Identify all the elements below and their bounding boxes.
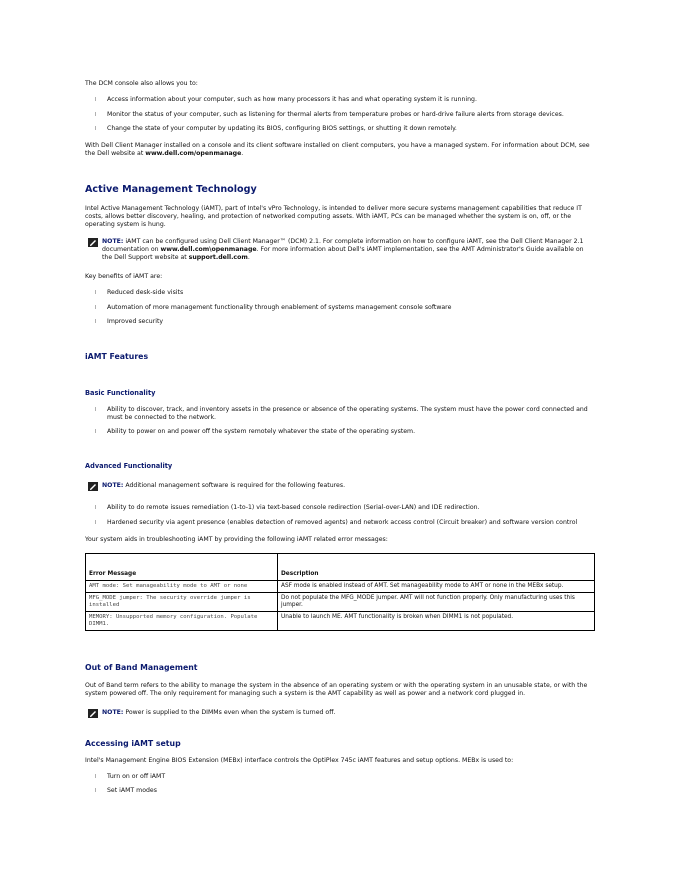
note-pencil-icon — [88, 482, 98, 491]
managed-system-paragraph: With Dell Client Manager installed on a console and its client software installed on client computers, you have a managed system. For information about DCM, see the Dell website at www.dell.com/openmanage. — [85, 142, 590, 157]
amt-note: NOTE: iAMT can be configured using Dell Client Manager™ (DCM) 2.1. For complete information on how to configure iAMT, see the Dell Client Manager 2.1 documentation on www.dell.com\openmanage. For more information about Dell's iAMT implementation, see the AMT Administrator's Guide available on the Dell Support website at support.dell.com. — [88, 238, 595, 262]
table-row — [86, 593, 595, 612]
out-of-band-heading: Out of Band Management — [85, 663, 198, 672]
bullet-icon: l — [95, 407, 97, 413]
intro-text: The DCM console also allows you to: — [85, 80, 198, 87]
bullet-icon: l — [95, 112, 97, 118]
bullet-icon: l — [95, 319, 97, 325]
dell-openmanage-link[interactable]: www.dell.com/openmanage — [145, 150, 242, 157]
description-cell: Unable to launch ME. AMT functionality is broken when DIMM1 is not populated. — [278, 612, 595, 631]
list-item: l Automation of more management functionality through enablement of systems management console software — [95, 304, 452, 311]
list-item: l Improved security — [95, 318, 164, 325]
column-header-error-message: Error Message — [86, 554, 278, 581]
table-row — [86, 612, 595, 631]
note-pencil-icon — [88, 709, 98, 718]
list-item: l Reduced desk-side visits — [95, 289, 184, 296]
list-item: l Ability to power on and power off the system remotely whatever the state of the operating system. — [95, 428, 416, 435]
support-dell-link[interactable]: support.dell.com — [188, 254, 248, 261]
mebx-paragraph: Intel's Management Engine BIOS Extension (MEBx) interface controls the OptiPlex 745c iAMT features and setup options. MEBx is used to: — [85, 757, 514, 764]
list-item: l Change the state of your computer by updating its BIOS, configuring BIOS settings, or shutting it down remotely. — [95, 125, 457, 132]
bullet-icon: l — [95, 305, 97, 311]
advanced-functionality-heading: Advanced Functionality — [85, 462, 173, 470]
advanced-note: NOTE: Additional management software is required for the following features. — [88, 482, 595, 490]
bullet-icon: l — [95, 97, 97, 103]
bullet-icon: l — [95, 520, 97, 526]
bullet-icon: l — [95, 505, 97, 511]
amt-heading: Active Management Technology — [85, 184, 257, 195]
column-header-description: Description — [278, 554, 595, 581]
table-row — [86, 581, 595, 593]
amt-paragraph: Intel Active Management Technology (iAMT), part of Intel's vPro Technology, is intended to deliver more secure systems management capabilities that reduce IT costs, allows better discovery, healing, and protection of networked computing assets. With iAMT, PCs can be managed whether the system is on, off, or the operating system is hung. — [85, 205, 582, 228]
bullet-icon: l — [95, 429, 97, 435]
table-header-row — [86, 554, 595, 581]
list-item: l Ability to discover, track, and inventory assets in the presence or absence of the operating systems. The system must have the power cord connected and must be connected to the network. — [95, 406, 588, 421]
description-cell: Do not populate the MFG_MODE jumper. AMT will not function properly. Only manufacturing uses this jumper. — [278, 593, 595, 612]
error-messages-intro: Your system aids in troubleshooting iAMT by providing the following iAMT related error messages: — [85, 536, 388, 543]
error-message-table — [85, 553, 595, 631]
error-message-cell: MFG_MODE jumper: The security override jumper is installed — [86, 593, 278, 612]
power-note: NOTE: Power is supplied to the DIMMs even when the system is turned off. — [88, 709, 595, 717]
note-pencil-icon — [88, 238, 98, 247]
description-cell: ASF mode is enabled instead of AMT. Set manageability mode to AMT or none in the MEBx setup. — [278, 581, 595, 593]
bullet-icon: l — [95, 774, 97, 780]
bullet-icon: l — [95, 788, 97, 794]
list-item: l Turn on or off iAMT — [95, 773, 166, 780]
bullet-icon: l — [95, 290, 97, 296]
iamt-features-heading: iAMT Features — [85, 352, 149, 361]
list-item: l Set iAMT modes — [95, 787, 157, 794]
list-item: l Access information about your computer, such as how many processors it has and what operating system it is running. — [95, 96, 477, 103]
benefits-intro: Key benefits of iAMT are: — [85, 273, 163, 280]
basic-functionality-heading: Basic Functionality — [85, 389, 156, 397]
list-item: l Monitor the status of your computer, such as listening for thermal alerts from temperature probes or hard-drive failure alerts from storage devices. — [95, 111, 564, 118]
list-item: l Hardened security via agent presence (enables detection of removed agents) and network access control (Circuit breaker) and software version control — [95, 519, 578, 526]
error-message-cell: AMT mode: Set manageability mode to AMT or none — [86, 581, 278, 593]
error-message-cell: MEMORY: Unsupported memory configuration. Populate DIMM1. — [86, 612, 278, 631]
dell-openmanage-link[interactable]: www.dell.com\openmanage — [160, 246, 257, 253]
bullet-icon: l — [95, 126, 97, 132]
list-item: l Ability to do remote issues remediation (1-to-1) via text-based console redirection (Serial-over-LAN) and IDE redirection. — [95, 504, 480, 511]
out-of-band-paragraph: Out of Band term refers to the ability to manage the system in the absence of an operating system or with the operating system in an unusable state, or with the system powered off. The only requirement for managing such a system is the AMT capability as well as power and a network cord plugged in. — [85, 682, 588, 697]
accessing-iamt-setup-heading: Accessing iAMT setup — [85, 739, 181, 748]
